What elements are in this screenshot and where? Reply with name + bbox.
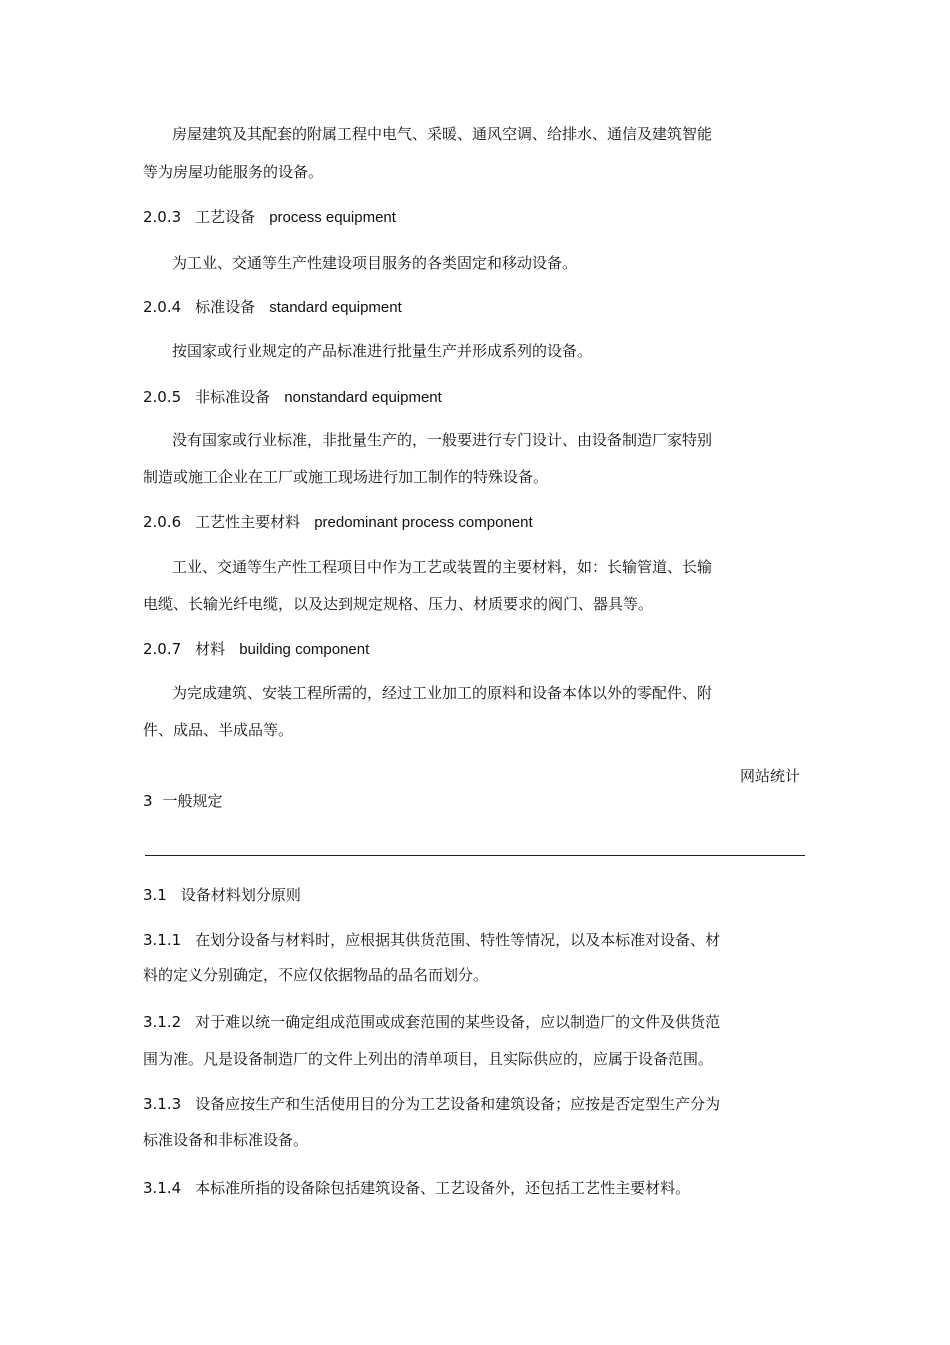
term-chinese: 材料: [195, 640, 226, 658]
term-english: standard equipment: [269, 299, 402, 316]
term-chinese: 工艺设备: [195, 208, 256, 226]
clause-number: 3.1.2: [143, 1013, 182, 1031]
site-stats-label: 网站统计: [739, 767, 800, 785]
chapter-number: 3: [143, 792, 153, 810]
definition-heading-2-0-4: [143, 297, 753, 318]
term-english: building component: [239, 641, 370, 658]
paragraph-line: 电缆、长输光纤电缆，以及达到规定规格、压力、材质要求的阀门、器具等。: [143, 595, 654, 613]
clause-number: 2.0.4: [143, 298, 182, 316]
clause-number: 2.0.3: [143, 208, 182, 226]
paragraph-line: 没有国家或行业标准，非批量生产的，一般要进行专门设计、由设备制造厂家特别: [172, 431, 713, 449]
definition-heading-2-0-5: [143, 387, 753, 408]
definition-heading-2-0-3: [143, 207, 753, 228]
clause-text: 在划分设备与材料时，应根据其供货范围、特性等情况，以及本标准对设备、材: [195, 931, 721, 949]
paragraph-line: 按国家或行业规定的产品标准进行批量生产并形成系列的设备。: [172, 342, 593, 360]
paragraph-line: 标准设备和非标准设备。: [143, 1131, 309, 1149]
paragraph-line: 等为房屋功能服务的设备。: [143, 163, 324, 181]
paragraph-line: 料的定义分别确定，不应仅依据物品的品名而划分。: [143, 966, 489, 984]
clause-number: 3.1.3: [143, 1095, 182, 1113]
paragraph-line: 件、成品、半成品等。: [143, 721, 294, 739]
definition-heading-2-0-7: [143, 639, 753, 660]
clause-text: 对于难以统一确定组成范围或成套范围的某些设备，应以制造厂的文件及供货范: [195, 1013, 721, 1031]
clause-3-1-3-line1: [143, 1094, 753, 1114]
paragraph-line: 工业、交通等生产性工程项目中作为工艺或装置的主要材料，如：长输管道、长输: [172, 558, 713, 576]
clause-number: 3.1.4: [143, 1179, 182, 1197]
clause-number: 2.0.7: [143, 640, 182, 658]
paragraph-line: 房屋建筑及其配套的附属工程中电气、采暖、通风空调、给排水、通信及建筑智能: [172, 125, 713, 143]
term-english: predominant process component: [314, 514, 533, 531]
clause-number: 2.0.6: [143, 513, 182, 531]
horizontal-divider: [145, 855, 805, 856]
chapter-heading: [143, 791, 753, 811]
clause-number: 2.0.5: [143, 388, 182, 406]
clause-text: 本标准所指的设备除包括建筑设备、工艺设备外，还包括工艺性主要材料。: [195, 1179, 691, 1197]
term-chinese: 标准设备: [195, 298, 256, 316]
clause-text: 设备应按生产和生活使用目的分为工艺设备和建筑设备；应按是否定型生产分为: [195, 1095, 721, 1113]
clause-number: 3.1.1: [143, 931, 182, 949]
clause-3-1-1-line1: [143, 930, 753, 950]
chapter-title: 一般规定: [162, 792, 223, 810]
paragraph-line: 围为准。凡是设备制造厂的文件上列出的清单项目，且实际供应的，应属于设备范围。: [143, 1050, 714, 1068]
clause-3-1-2-line1: [143, 1012, 753, 1032]
clause-3-1-4-line1: [143, 1178, 753, 1198]
term-chinese: 工艺性主要材料: [195, 513, 301, 531]
term-english: process equipment: [269, 209, 396, 226]
paragraph-line: 为完成建筑、安装工程所需的，经过工业加工的原料和设备本体以外的零配件、附: [172, 684, 713, 702]
paragraph-line: 制造或施工企业在工厂或施工现场进行加工制作的特殊设备。: [143, 468, 549, 486]
section-heading-3-1: [143, 885, 753, 905]
term-english: nonstandard equipment: [284, 389, 442, 406]
term-chinese: 非标准设备: [195, 388, 271, 406]
definition-heading-2-0-6: [143, 512, 753, 533]
paragraph-line: 为工业、交通等生产性建设项目服务的各类固定和移动设备。: [172, 254, 578, 272]
section-number: 3.1: [143, 886, 167, 904]
section-title: 设备材料划分原则: [180, 886, 301, 904]
